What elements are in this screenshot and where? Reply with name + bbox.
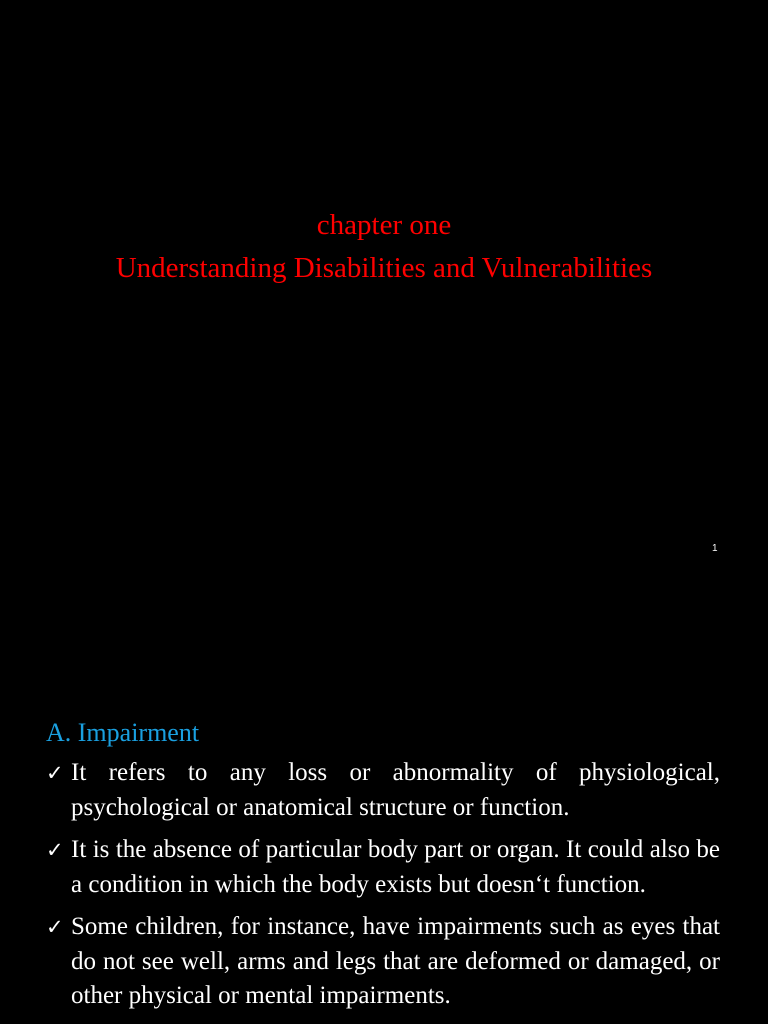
- check-mark-icon: ✓: [46, 761, 64, 785]
- chapter-title: Understanding Disabilities and Vulnerabilities: [115, 252, 653, 284]
- bullet-item: [46, 756, 720, 825]
- slide-title-block: [0, 204, 768, 290]
- bullet-item: [46, 833, 720, 902]
- section-heading: A. Impairment: [46, 718, 200, 747]
- chapter-label: chapter one: [316, 209, 452, 241]
- bullet-text: Some children, for instance, have impairments such as eyes that do not see well, arms and legs that are deformed or damaged, or other physical or mental impairments.: [71, 913, 720, 1009]
- page-number: 1: [712, 543, 718, 554]
- bullet-list: [46, 756, 720, 1022]
- bullet-text: It refers to any loss or abnormality of physiological, psychological or anatomical structure or function.: [71, 759, 720, 821]
- bullet-text: It is the absence of particular body part or organ. It could also be a condition in which the body exists but doesn‘t function.: [71, 836, 720, 898]
- bullet-item: [46, 910, 720, 1014]
- check-mark-icon: ✓: [46, 915, 64, 939]
- slide-impairment: [0, 700, 768, 1024]
- check-mark-icon: ✓: [46, 838, 64, 862]
